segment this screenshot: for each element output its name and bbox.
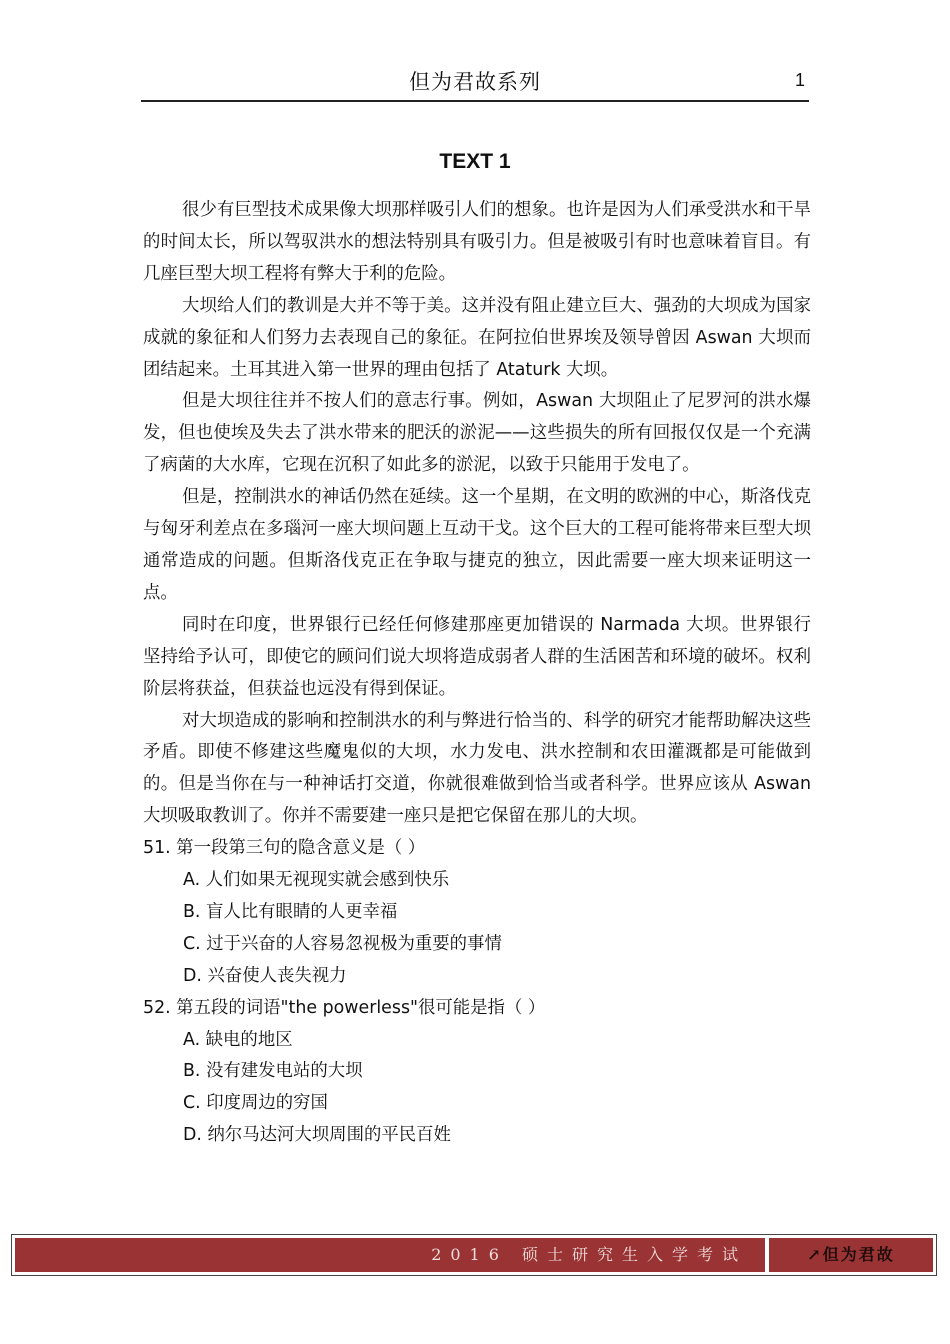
answer-option: D. 兴奋使人丧失视力 xyxy=(183,965,347,986)
paragraph: 大坝给人们的教训是大并不等于美。这并没有阻止建立巨大、强劲的大坝成为国家成就的象征和人们努力去表现自己的象征。在阿拉伯世界埃及领导曾因 Aswan 大坝而团结起来。土耳其进入第一世界的理由包括了 Ataturk 大坝。 xyxy=(143,295,811,380)
paragraph: 对大坝造成的影响和控制洪水的利与弊进行恰当的、科学的研究才能帮助解决这些矛盾。即使不修建这些魔鬼似的大坝，水力发电、洪水控制和农田灌溉都是可能做到的。但是当你在与一种神话打交道，你就很难做到恰当或者科学。世界应该从 Aswan 大坝吸取教训了。你并不需要建一座只是把它保留在那儿的大坝。 xyxy=(143,710,811,827)
answer-option: D. 纳尔马达河大坝周围的平民百姓 xyxy=(183,1125,451,1146)
paragraph: 同时在印度，世界银行已经任何修建那座更加错误的 Narmada 大坝。世界银行坚持给予认可，即使它的顾问们说大坝将造成弱者人群的生活困苦和环境的破坏。权利阶层将获益，但获益也远没有得到保证。 xyxy=(143,614,811,699)
paragraph: 但是，控制洪水的神话仍然在延续。这一个星期，在文明的欧洲的中心，斯洛伐克与匈牙利差点在多瑙河一座大坝问题上互动干戈。这个巨大的工程可能将带来巨型大坝通常造成的问题。但斯洛伐克正在争取与捷克的独立，因此需要一座大坝来证明这一点。 xyxy=(143,487,811,603)
answer-option: C. 过于兴奋的人容易忽视极为重要的事情 xyxy=(183,933,502,954)
answer-option: B. 没有建发电站的大坝 xyxy=(183,1061,363,1082)
exam-label: 2016 硕士研究生入学考试 xyxy=(15,1238,765,1272)
page-number: 1 xyxy=(794,70,805,90)
paragraph: 但是大坝往往并不按人们的意志行事。例如，Aswan 大坝阻止了尼罗河的洪水爆发，但也使埃及失去了洪水带来的肥沃的淤泥——这些损失的所有回报仅仅是一个充满了病菌的大水库，它现在沉积了如此多的淤泥，以致于只能用于发电了。 xyxy=(143,391,811,476)
text-title: TEXT 1 xyxy=(439,150,511,173)
series-title: 但为君故系列 xyxy=(409,70,541,94)
answer-option: C. 印度周边的穷国 xyxy=(183,1093,328,1114)
answer-option: A. 缺电的地区 xyxy=(183,1029,293,1050)
question-stem: 51. 第一段第三句的隐含意义是（ ） xyxy=(143,838,426,859)
question-stem: 52. 第五段的词语"the powerless"很可能是指（ ） xyxy=(143,997,546,1018)
document-body xyxy=(143,195,811,1152)
page-header xyxy=(141,64,809,102)
answer-option: A. 人们如果无视现实就会感到快乐 xyxy=(183,870,450,891)
page-footer xyxy=(11,1234,937,1276)
answer-option: B. 盲人比有眼睛的人更幸福 xyxy=(183,901,398,922)
brand-label: ↗但为君故 xyxy=(769,1238,933,1272)
paragraph: 很少有巨型技术成果像大坝那样吸引人们的想象。也许是因为人们承受洪水和干旱的时间太长，所以驾驭洪水的想法特别具有吸引力。但是被吸引有时也意味着盲目。有几座巨型大坝工程将有弊大于利的危险。 xyxy=(143,200,811,284)
